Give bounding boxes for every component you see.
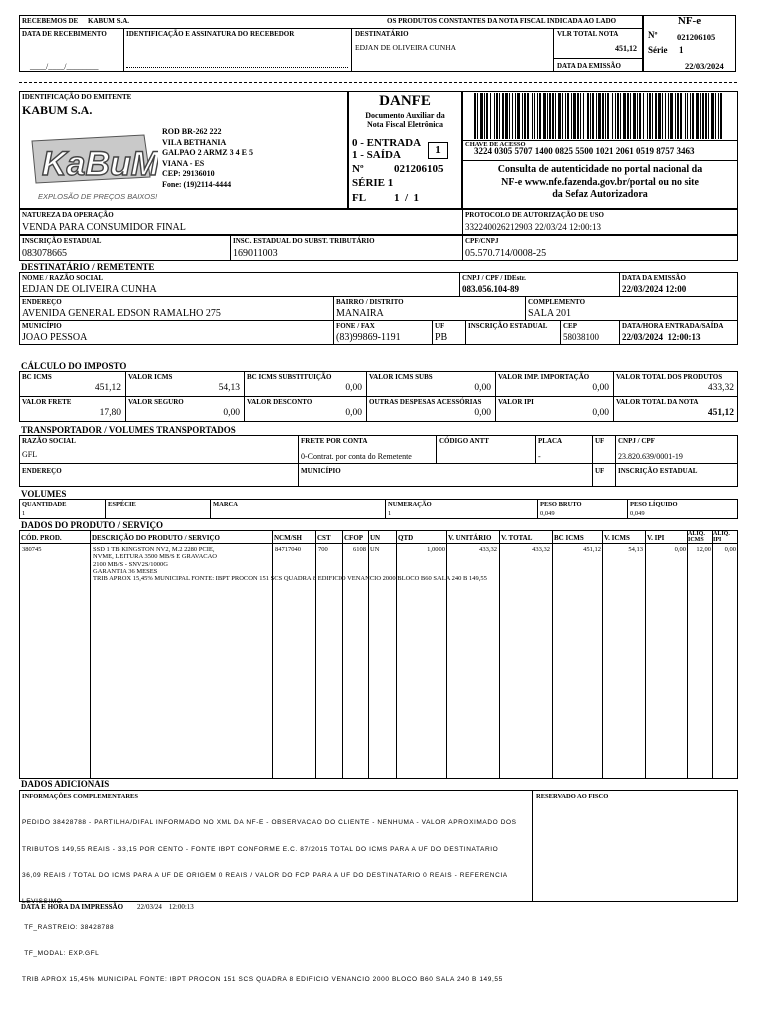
imposto-value: 0,00	[345, 383, 362, 393]
prod-ncm: 84717040	[275, 546, 301, 553]
canhoto-numero: 021206105	[677, 32, 716, 42]
barcode-bar	[534, 93, 535, 139]
barcode-bar	[484, 93, 485, 139]
grid-line	[272, 587, 273, 779]
destinatario-section-label: DESTINATÁRIO / REMETENTE	[21, 262, 155, 272]
barcode-bar	[590, 93, 591, 139]
barcode-bar	[718, 93, 719, 139]
grid-line	[342, 530, 343, 779]
barcode-bar	[700, 93, 701, 139]
dest-bairro: MANAIRA	[336, 308, 384, 319]
dest-uf: PB	[435, 332, 448, 343]
transp-frete: 0-Contrat. por conta do Remetente	[301, 452, 412, 461]
barcode-bar	[677, 93, 679, 139]
natureza-value: VENDA PARA CONSUMIDOR FINAL	[22, 222, 186, 233]
dest-fone-label: FONE / FAX	[336, 322, 375, 330]
barcode-bar	[655, 93, 657, 139]
dest-nome-label: NOME / RAZÃO SOCIAL	[22, 274, 104, 282]
info-linha: LEVISSIMO	[22, 897, 63, 905]
barcode-bar	[577, 93, 579, 139]
prod-descricao-linha: NVME, LEITURA 3500 MB/S E GRAVACAO	[93, 553, 217, 561]
emitente-endereco	[162, 127, 253, 190]
prod-cst: 700	[318, 546, 328, 553]
barcode-bar	[623, 93, 626, 139]
volume-header: QUANTIDADE	[22, 501, 67, 508]
volume-value: 0,049	[540, 510, 555, 517]
transp-ie-label: INSCRIÇÃO ESTADUAL	[618, 467, 698, 475]
prod-cfop: 6108	[353, 546, 366, 553]
barcode-bar	[652, 93, 653, 139]
barcode-bar	[643, 93, 644, 139]
grid-line	[712, 530, 713, 779]
produto-header: NCM/SH	[274, 534, 302, 542]
consulta-linha: Consulta de autenticidade no portal nacional da	[497, 164, 703, 175]
kabum-logo	[26, 127, 158, 207]
barcode-bar	[687, 93, 688, 139]
grid-line	[90, 530, 91, 587]
produtos-section-label: DADOS DO PRODUTO / SERVIÇO	[21, 520, 164, 530]
grid-line	[499, 530, 500, 779]
dest-emissao: 22/03/2024 12:00	[622, 284, 687, 294]
barcode-bar	[499, 93, 500, 139]
cut-line	[19, 82, 737, 83]
dest-cep: 58038100	[563, 332, 599, 342]
ie-row	[19, 235, 738, 261]
barcode-bar	[555, 93, 556, 139]
barcode-bar	[708, 93, 709, 139]
recebemos-label: RECEBEMOS DE	[22, 17, 79, 25]
barcode-bar	[522, 93, 523, 139]
produto-header: V. TOTAL	[501, 534, 533, 542]
canhoto-vlr-total: 451,12	[615, 44, 637, 53]
canhoto-destinatario-label: DESTINATÁRIO	[355, 30, 409, 38]
transp-uf2-label: UF	[595, 467, 605, 475]
barcode-bar	[596, 93, 597, 139]
barcode-bar	[573, 93, 576, 139]
grid-line	[315, 530, 316, 779]
transp-municipio-label: MUNICÍPIO	[301, 467, 341, 475]
imposto-value: 0,00	[592, 408, 609, 418]
produto-header: V. IPI	[647, 534, 665, 542]
barcode-bar	[502, 93, 504, 139]
volume-value: 1	[22, 510, 26, 517]
transp-placa: -	[538, 452, 541, 461]
imposto-value: 0,00	[592, 383, 609, 393]
danfe-serie: SÉRIE 1	[352, 177, 394, 189]
barcode-bar	[658, 93, 661, 139]
prod-trib: TRIB APROX 15,45% MUNICIPAL FONTE: IBPT PROCON 151 SCS QUADRA 8 EDIFICIO VENANCIO 2000 BLOCO B60 SALA 240 B 149,55	[93, 575, 487, 582]
barcode	[474, 93, 726, 139]
logo-wordmark: KaBuM!	[42, 145, 158, 183]
dest-endereco-label: ENDEREÇO	[22, 298, 62, 306]
imposto-value: 0,00	[474, 383, 491, 393]
barcode-bar	[685, 93, 686, 139]
vlr-total-label: VLR TOTAL NOTA	[557, 30, 619, 38]
prod-descricao-linha: GARANTIA 36 MESES	[93, 567, 158, 575]
adicionais-section-label: DADOS ADICIONAIS	[21, 779, 110, 789]
volume-header: PESO LÍQUIDO	[630, 501, 678, 508]
produto-header: ALIQ. IPI	[713, 531, 730, 543]
barcode-bar	[692, 93, 694, 139]
barcode-bar	[558, 93, 561, 139]
dest-municipio-label: MUNICÍPIO	[22, 322, 62, 330]
barcode-bar	[527, 93, 529, 139]
barcode-bar	[552, 93, 554, 139]
canhoto-nfe-title: NF-e	[677, 15, 702, 27]
imposto-label: VALOR IPI	[498, 398, 534, 406]
barcode-bar	[490, 93, 491, 139]
barcode-bar	[680, 93, 682, 139]
natureza-label: NATUREZA DA OPERAÇÃO	[22, 211, 114, 219]
barcode-bar	[480, 93, 483, 139]
barcode-bar	[715, 93, 716, 139]
prod-aliq-icms: 12,00	[696, 546, 711, 553]
signature-line	[126, 67, 348, 68]
imposto-label: VALOR TOTAL DA NOTA	[616, 398, 699, 406]
barcode-bar	[690, 93, 691, 139]
barcode-bar	[587, 93, 589, 139]
transp-endereco-label: ENDEREÇO	[22, 467, 62, 475]
canhoto-destinatario: EDJAN DE OLIVEIRA CUNHA	[355, 43, 457, 52]
chave-acesso: 3224 0305 5707 1400 0825 5500 1021 2061 0519 8757 3463	[474, 146, 695, 156]
imposto-value: 451,12	[94, 383, 121, 393]
impressao-value: 22/03/24 12:00:13	[137, 903, 194, 911]
canhoto-emitente: KABUM S.A.	[88, 17, 130, 25]
imposto-section-label: CÁLCULO DO IMPOSTO	[21, 361, 127, 371]
prod-bc-icms: 451,12	[583, 546, 601, 553]
dest-cnpj-label: CNPJ / CPF / IDEstr.	[462, 274, 526, 282]
logo-slogan: EXPLOSÃO DE PREÇOS BAIXOS!	[38, 192, 158, 201]
dest-fone: (83)99869-1191	[336, 332, 401, 343]
barcode-bar	[515, 93, 516, 139]
danfe-title: DANFE	[379, 93, 431, 109]
canhoto-emissao-label: DATA DA EMISSÃO	[557, 62, 621, 70]
transp-cnpj-label: CNPJ / CPF	[618, 437, 655, 445]
dest-cnpj: 083.056.104-89	[462, 284, 519, 294]
volume-header: MARCA	[213, 501, 238, 508]
barcode-bar	[512, 93, 513, 139]
date-blank: ____/____/________	[30, 62, 99, 71]
prod-descricao	[93, 546, 217, 575]
imposto-label: VALOR ICMS SUBS	[369, 373, 433, 381]
prod-descricao-linha: SSD 1 TB KINGSTON NV2, M.2 2280 PCIE,	[93, 546, 215, 553]
dest-complemento: SALA 201	[528, 308, 572, 319]
consulta-linha: da Sefaz Autorizadora	[552, 189, 648, 200]
barcode-bar	[605, 93, 606, 139]
barcode-bar	[649, 93, 651, 139]
transp-cnpj: 23.820.639/0001-19	[618, 452, 683, 461]
emitente-endereco-linha: CEP: 29136010	[162, 169, 215, 178]
info-complementares-label: INFORMAÇÕES COMPLEMENTARES	[22, 793, 138, 800]
transp-uf-label: UF	[595, 437, 605, 445]
emitente-cnpj-label: CPF/CNPJ	[465, 237, 499, 245]
barcode-bar	[524, 93, 526, 139]
ie-st-label: INSC. ESTADUAL DO SUBST. TRIBUTÁRIO	[233, 237, 375, 245]
emitente-nome: KABUM S.A.	[22, 103, 93, 117]
barcode-bar	[592, 93, 594, 139]
volume-header: ESPÉCIE	[108, 501, 136, 508]
imposto-label: BC ICMS	[22, 373, 52, 381]
barcode-bar	[517, 93, 520, 139]
volume-header: NUMERAÇÃO	[388, 501, 432, 508]
imposto-label: VALOR FRETE	[22, 398, 72, 406]
barcode-bar	[580, 93, 581, 139]
canhoto-produtos-label: OS PRODUTOS CONSTANTES DA NOTA FISCAL INDICADA AO LADO	[387, 17, 617, 25]
barcode-bar	[477, 93, 478, 139]
produto-header: V. ICMS	[604, 534, 630, 542]
barcode-bar	[567, 93, 569, 139]
grid-line	[396, 530, 397, 779]
barcode-bar	[705, 93, 707, 139]
barcode-bar	[539, 93, 541, 139]
consulta-linha: NF-e www.nfe.fazenda.gov.br/portal ou no site	[501, 176, 699, 188]
produto-header: BC ICMS	[554, 534, 584, 542]
prod-aliq-ipi: 0,00	[724, 546, 736, 553]
canhoto-emissao: 22/03/2024	[685, 61, 724, 71]
barcode-bar	[598, 93, 601, 139]
protocolo-value: 332240026212903 22/03/24 12:00:13	[465, 222, 602, 232]
barcode-bar	[549, 93, 551, 139]
dest-municipio: JOAO PESSOA	[22, 332, 88, 343]
ie-label: INSCRIÇÃO ESTADUAL	[22, 237, 102, 245]
emitente-endereco-linha: VILA BETHANIA	[162, 137, 227, 147]
produto-header: ALIQ. ICMS	[688, 531, 705, 543]
imposto-label: VALOR SEGURO	[128, 398, 184, 406]
danfe-saida: 1 - SAÍDA	[352, 149, 401, 161]
barcode-bar	[537, 93, 538, 139]
imposto-label: VALOR ICMS	[128, 373, 173, 381]
danfe-subtitle-2: Nota Fiscal Eletrônica	[367, 120, 443, 129]
transp-razao-label: RAZÃO SOCIAL	[22, 437, 76, 445]
volume-value: 1	[388, 510, 392, 517]
canhoto-numero-label: Nº	[648, 30, 658, 40]
imposto-value: 451,12	[707, 408, 734, 418]
dest-nome: EDJAN DE OLIVEIRA CUNHA	[22, 284, 157, 295]
prod-v-total: 433,32	[532, 546, 550, 553]
barcode-bar	[702, 93, 704, 139]
danfe-tipo-box: 1	[428, 142, 448, 159]
identificacao-recebedor-label: IDENTIFICAÇÃO E ASSINATURA DO RECEBEDOR	[126, 30, 295, 38]
transp-frete-label: FRETE POR CONTA	[301, 437, 368, 445]
barcode-bar	[665, 93, 666, 139]
barcode-bar	[633, 93, 636, 139]
barcode-bar	[696, 93, 699, 139]
dest-uf-label: UF	[435, 322, 445, 330]
transp-antt-label: CÓDIGO ANTT	[439, 437, 489, 445]
dest-ie-label: INSCRIÇÃO ESTADUAL	[468, 322, 548, 330]
info-linha: PEDIDO 38428788 - PARTILHA/DIFAL INFORMADO NO XML DA NF-E - OBSERVACAO DO CLIENTE - NENHUMA - VALOR APROXIMADO DOS	[22, 819, 517, 827]
barcode-bar	[562, 93, 563, 139]
transp-razao: GFL	[22, 450, 38, 459]
emitente-cnpj-value: 05.570.714/0008-25	[465, 248, 547, 259]
barcode-bar	[630, 93, 631, 139]
barcode-bar	[505, 93, 508, 139]
prod-v-unit: 433,32	[479, 546, 497, 553]
grid-line	[368, 530, 369, 779]
emitente-endereco-linha: VIANA - ES	[162, 158, 205, 168]
info-linha: 36,09 REAIS / TOTAL DO ICMS PARA A UF DE ORIGEM 0 REAIS / VALOR DO FCP PARA A UF DO DESTINATARIO 0 REAIS - REFERENCIA	[22, 871, 508, 879]
barcode-bar	[474, 93, 476, 139]
imposto-value: 17,80	[99, 408, 121, 418]
dest-entrada: 22/03/2024 12:00:13	[622, 332, 701, 342]
dest-bairro-label: BAIRRO / DISTRITO	[336, 298, 404, 306]
prod-un: UN	[370, 546, 380, 553]
imposto-value: 433,32	[707, 383, 734, 393]
danfe-fl: 1 / 1	[394, 192, 420, 204]
barcode-bar	[486, 93, 488, 139]
prod-codigo: 380745	[22, 546, 42, 553]
produto-header: CST	[317, 534, 331, 542]
barcode-bar	[532, 93, 533, 139]
imposto-value: 0,00	[223, 408, 240, 418]
emitente-endereco-linha: Fone: (19)2114-4444	[162, 179, 232, 189]
barcode-bar	[668, 93, 669, 139]
grid-line	[687, 530, 688, 779]
transportador-section-label: TRANSPORTADOR / VOLUMES TRANSPORTADOS	[21, 425, 236, 435]
danfe-numero-label: Nº	[352, 163, 364, 175]
consulta-text	[462, 164, 738, 202]
barcode-bar	[620, 93, 621, 139]
volume-value: 0,049	[630, 510, 645, 517]
info-linha: TRIB APROX 15,45% MUNICIPAL FONTE: IBPT PROCON 151 SCS QUADRA 8 EDIFICIO VENANCIO 2000 BLOCO B60 SALA 240 B 149,55	[22, 976, 503, 984]
canhoto-serie: 1	[679, 45, 684, 55]
barcode-bar	[617, 93, 619, 139]
barcode-bar	[547, 93, 548, 139]
imposto-label: OUTRAS DESPESAS ACESSÓRIAS	[369, 398, 482, 406]
ie-st-value: 169011003	[233, 248, 278, 259]
grid-line	[602, 530, 603, 779]
data-recebimento-label: DATA DE RECEBIMENTO	[22, 30, 107, 38]
produto-header: V. UNITÁRIO	[448, 534, 492, 542]
canhoto-serie-label: Série	[648, 45, 668, 55]
prod-v-ipi: 0,00	[674, 546, 686, 553]
imposto-label: VALOR IMP. IMPORTAÇÃO	[498, 373, 590, 381]
grid-line	[90, 587, 91, 779]
danfe-subtitle-1: Documento Auxiliar da	[365, 111, 445, 120]
info-linha: TRIBUTOS 149,55 REAIS - 33,15 POR CENTO - FONTE IBPT CONFORME E.C. 87/2015 TOTAL DO ICMS PARA A UF DO DESTINATARIO	[22, 845, 499, 853]
imposto-label: BC ICMS SUBSTITUIÇÃO	[247, 373, 332, 381]
imposto-value: 0,00	[345, 408, 362, 418]
volume-header: PESO BRUTO	[540, 501, 582, 508]
barcode-bar	[565, 93, 566, 139]
danfe-entrada: 0 - ENTRADA	[352, 137, 422, 149]
emitente-endereco-linha: ROD BR-262 222	[162, 127, 222, 136]
imposto-label: VALOR DESCONTO	[247, 398, 313, 406]
emitente-endereco-linha: GALPAO 2 ARMZ 3 4 E 5	[162, 148, 253, 157]
dest-endereco: AVENIDA GENERAL EDSON RAMALHO 275	[22, 308, 221, 319]
grid-line	[645, 530, 646, 779]
barcode-bar	[662, 93, 663, 139]
danfe-fl-label: FL	[352, 192, 367, 204]
ie-value: 083078665	[22, 248, 67, 259]
protocolo-label: PROTOCOLO DE AUTORIZAÇÃO DE USO	[465, 211, 604, 219]
info-linha: TF_MODAL: EXP.GFL	[22, 949, 100, 957]
barcode-bar	[571, 93, 572, 139]
emitente-section-label: IDENTIFICAÇÃO DO EMITENTE	[22, 93, 132, 101]
barcode-bar	[711, 93, 714, 139]
barcode-bar	[496, 93, 498, 139]
prod-descricao-linha: 2100 MB/S - SNV2S/1000G	[93, 560, 168, 568]
barcode-bar	[720, 93, 722, 139]
info-complementares-text	[22, 802, 530, 993]
barcode-bar	[509, 93, 510, 139]
barcode-bar	[675, 93, 676, 139]
barcode-bar	[583, 93, 584, 139]
volumes-section-label: VOLUMES	[21, 489, 67, 499]
dest-cep-label: CEP	[563, 322, 577, 330]
barcode-bar	[637, 93, 638, 139]
barcode-bar	[639, 93, 641, 139]
info-linha: TF_RASTREIO: 38428788	[22, 923, 115, 931]
dest-emissao-label: DATA DA EMISSÃO	[622, 274, 686, 282]
danfe-numero: 021206105	[394, 163, 444, 175]
dest-entrada-label: DATA/HORA ENTRADA/SAÍDA	[622, 322, 724, 330]
imposto-label: VALOR TOTAL DOS PRODUTOS	[616, 373, 723, 381]
grid-line	[552, 530, 553, 779]
prod-qtd: 1,0000	[427, 546, 445, 553]
produto-header: QTD	[398, 534, 414, 542]
grid-line	[446, 530, 447, 779]
chave-label: CHAVE DE ACESSO	[465, 141, 526, 148]
barcode-bar	[602, 93, 604, 139]
barcode-bar	[647, 93, 648, 139]
impressao-label: DATA E HORA DA IMPRESSÃO	[21, 903, 124, 911]
imposto-value: 0,00	[474, 408, 491, 418]
prod-v-icms: 54,13	[628, 546, 643, 553]
produto-header: DESCRIÇÃO DO PRODUTO / SERVIÇO	[92, 534, 220, 542]
dest-complemento-label: COMPLEMENTO	[528, 298, 586, 306]
imposto-value: 54,13	[218, 383, 240, 393]
barcode-bar	[607, 93, 609, 139]
produto-header: CÓD. PROD.	[21, 534, 62, 542]
reservado-fisco-label: RESERVADO AO FISCO	[536, 793, 609, 800]
barcode-bar	[612, 93, 613, 139]
transp-placa-label: PLACA	[538, 437, 563, 445]
barcode-bar	[494, 93, 495, 139]
barcode-bar	[670, 93, 673, 139]
barcode-bar	[615, 93, 616, 139]
barcode-bar	[627, 93, 629, 139]
produto-header: CFOP	[344, 534, 364, 542]
produto-header: UN	[370, 534, 381, 542]
barcode-bar	[543, 93, 546, 139]
